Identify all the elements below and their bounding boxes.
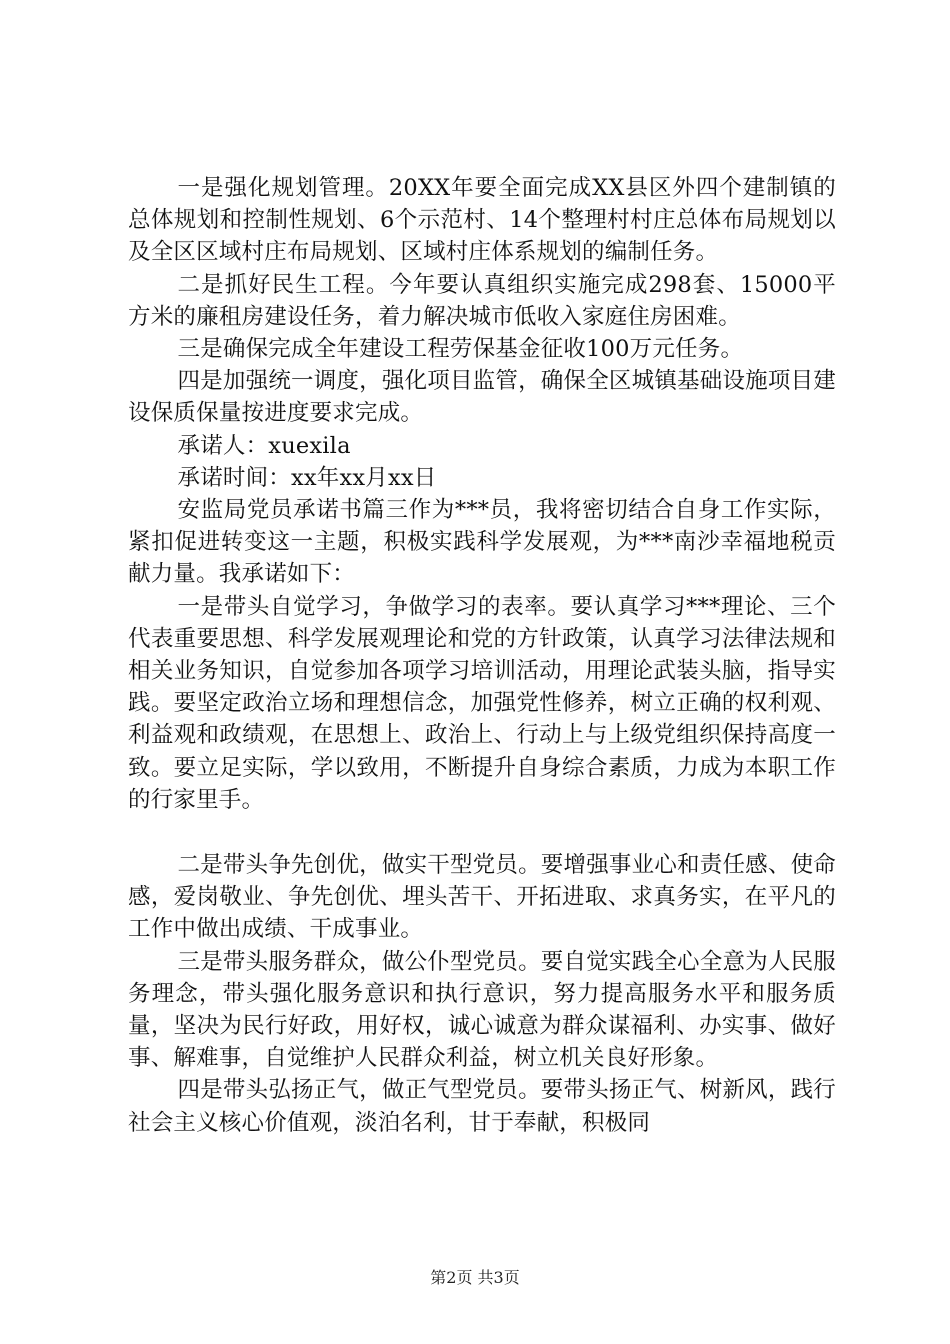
page-number-footer: 第2页 共3页 — [430, 1268, 520, 1287]
paragraph-service: 三是带头服务群众，做公仆型党员。要自觉实践全心全意为人民服务理念，带头强化服务意识和执行意识，努力提高服务水平和服务质量，坚决为民行好政，用好权，诚心诚意为群众谋福利、办实事、做好事、解难事，自觉维护人民群众利益，树立机关良好形象。 — [128, 948, 836, 1072]
document-body — [128, 172, 836, 1139]
paragraph-insurance-fund: 三是确保完成全年建设工程劳保基金征收100万元任务。 — [177, 336, 744, 363]
paragraph-section-three-intro: 安监局党员承诺书篇三作为***员，我将密切结合自身工作实际，紧扣促进转变这一主题，积极实践科学发展观，为***南沙幸福地税贡献力量。我承诺如下： — [128, 497, 836, 588]
promise-date-line: 承诺时间：xx年xx月xx日 — [177, 464, 437, 491]
paragraph-livelihood: 二是抓好民生工程。今年要认真组织实施完成298套、15000平方米的廉租房建设任务，着力解决城市低收入家庭住房困难。 — [128, 271, 836, 330]
promisor-line: 承诺人：xuexila — [177, 432, 351, 459]
paragraph-study: 一是带头自觉学习，争做学习的表率。要认真学习***理论、三个代表重要思想、科学发展观理论和党的方针政策，认真学习法律法规和相关业务知识，自觉参加各项学习培训活动，用理论武装头脑，指导实践。要坚定政治立场和理想信念，加强党性修养，树立正确的权利观、利益观和政绩观，在思想上、政治上、行动上与上级党组织保持高度一致。要立足实际，学以致用，不断提升自身综合素质，力成为本职工作的行家里手。 — [128, 593, 836, 813]
paragraph-planning: 一是强化规划管理。20XX年要全面完成XX县区外四个建制镇的总体规划和控制性规划、6个示范村、14个整理村村庄总体布局规划以及全区区域村庄布局规划、区域村庄体系规划的编制任务。 — [128, 175, 836, 266]
paragraph-excellence: 二是带头争先创优，做实干型党员。要增强事业心和责任感、使命感，爱岗敬业、争先创优、埋头苦干、开拓进取、求真务实，在平凡的工作中做出成绩、干成事业。 — [128, 852, 836, 943]
paragraph-scheduling: 四是加强统一调度，强化项目监管，确保全区城镇基础设施项目建设保质保量按进度要求完成。 — [128, 368, 836, 427]
paragraph-integrity: 四是带头弘扬正气，做正气型党员。要带头扬正气、树新风，践行社会主义核心价值观，淡泊名利，甘于奉献，积极同 — [128, 1077, 836, 1136]
